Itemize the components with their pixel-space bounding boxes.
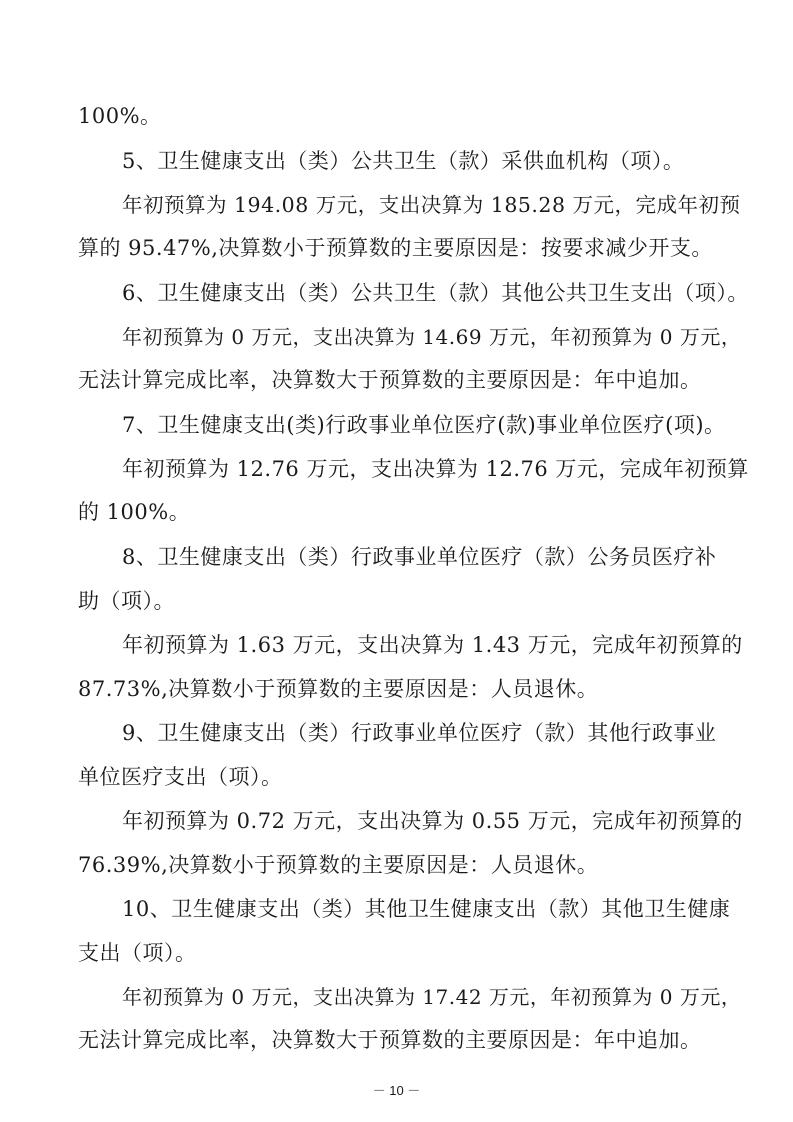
text-line: 年初预算为 0 万元，支出决算为 14.69 万元，年初预算为 0 万元，: [122, 325, 742, 349]
heading-item-9: 9、卫生健康支出（类）行政事业单位医疗（款）其他行政事业: [122, 721, 717, 745]
heading-item-10: 10、卫生健康支出（类）其他卫生健康支出（款）其他卫生健康: [122, 897, 731, 921]
text-line: 年初预算为 12.76 万元，支出决算为 12.76 万元，完成年初预算: [122, 457, 749, 481]
text-line: 支出（项）。: [78, 941, 197, 965]
heading-item-5: 5、卫生健康支出（类）公共卫生（款）采供血机构（项）。: [122, 149, 685, 173]
heading-item-8: 8、卫生健康支出（类）行政事业单位医疗（款）公务员医疗补: [122, 545, 717, 569]
heading-item-7: 7、卫生健康支出(类)行政事业单位医疗(款)事业单位医疗(项)。: [122, 413, 726, 437]
text-line: 年初预算为 194.08 万元，支出决算为 185.28 万元，完成年初预: [122, 193, 741, 217]
text-line: 年初预算为 0 万元，支出决算为 17.42 万元，年初预算为 0 万元，: [122, 985, 742, 1009]
text-line: 100%。: [78, 104, 162, 128]
heading-item-6: 6、卫生健康支出（类）公共卫生（款）其他公共卫生支出（项）。: [122, 281, 749, 305]
text-line: 单位医疗支出（项）。: [78, 765, 283, 789]
text-line: 的 100%。: [78, 500, 191, 524]
text-line: 年初预算为 0.72 万元，支出决算为 0.55 万元，完成年初预算的: [122, 809, 743, 833]
text-line: 87.73%,决算数小于预算数的主要原因是：人员退休。: [78, 677, 599, 701]
text-line: 无法计算完成比率，决算数大于预算数的主要原因是：年中追加。: [78, 368, 702, 392]
page-number: － 10 －: [372, 1083, 421, 1098]
text-line: 76.39%,决算数小于预算数的主要原因是：人员退休。: [78, 853, 599, 877]
text-line: 算的 95.47%,决算数小于预算数的主要原因是：按要求减少开支。: [78, 236, 713, 260]
text-line: 年初预算为 1.63 万元，支出决算为 1.43 万元，完成年初预算的: [122, 633, 743, 657]
text-line: 无法计算完成比率，决算数大于预算数的主要原因是：年中追加。: [78, 1028, 702, 1052]
text-line: 助（项）。: [78, 589, 175, 613]
